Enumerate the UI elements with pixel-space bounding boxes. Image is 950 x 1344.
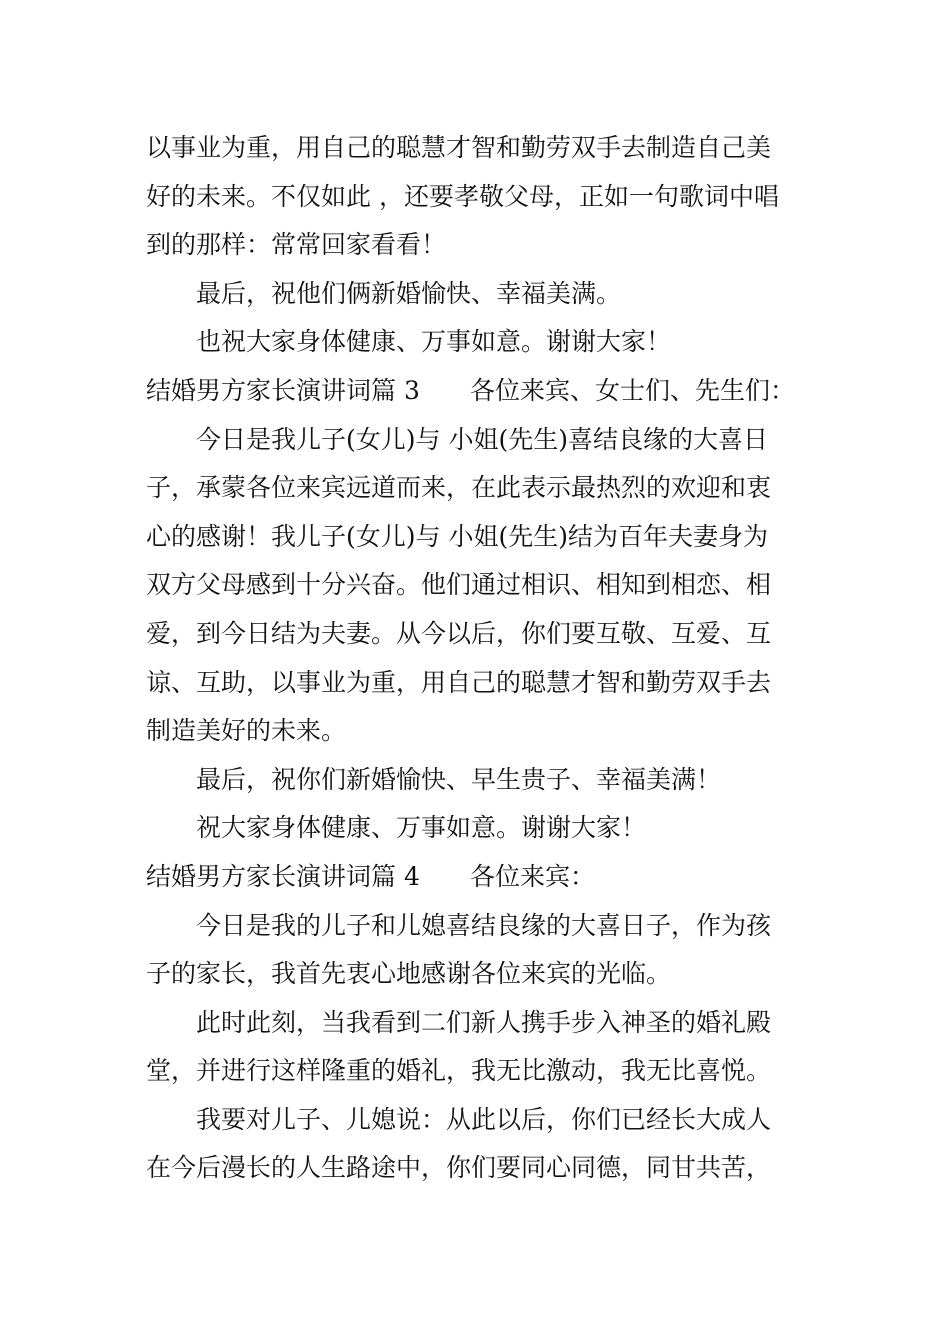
paragraph-line: 在今后漫长的人生路途中，你们要同心同德，同甘共苦， bbox=[146, 1153, 772, 1183]
document-page bbox=[146, 124, 808, 1193]
paragraph-line: 堂，并进行这样隆重的婚礼，我无比激动，我无比喜悦。 bbox=[146, 1056, 772, 1086]
paragraph-line: 今日是我的儿子和儿媳喜结良缘的大喜日子，作为孩 bbox=[196, 910, 772, 940]
section-title: 结婚男方家长演讲词篇 3 bbox=[146, 375, 420, 405]
section-greeting: 各位来宾、女士们、先生们： bbox=[470, 375, 796, 405]
paragraph-line: 制造美好的未来。 bbox=[146, 716, 347, 746]
section-title: 结婚男方家长演讲词篇 4 bbox=[146, 861, 420, 891]
paragraph-line: 好的未来。不仅如此 ，还要孝敬父母，正如一句歌词中唱 bbox=[146, 181, 779, 211]
paragraph-line: 心的感谢！我儿子(女儿)与 小姐(先生)结为百年夫妻身为 bbox=[146, 521, 768, 551]
section-greeting: 各位来宾： bbox=[470, 861, 596, 891]
section-heading-4 bbox=[146, 853, 808, 902]
paragraph-line: 以事业为重，用自己的聪慧才智和勤劳双手去制造自己美 bbox=[146, 133, 772, 162]
paragraph-line: 谅、互助，以事业为重，用自己的聪慧才智和勤劳双手去 bbox=[146, 667, 772, 697]
paragraph-line: 今日是我儿子(女儿)与 小姐(先生)喜结良缘的大喜日 bbox=[196, 424, 768, 454]
paragraph-line: 子的家长，我首先衷心地感谢各位来宾的光临。 bbox=[146, 959, 672, 989]
paragraph-line: 也祝大家身体健康、万事如意。谢谢大家！ bbox=[196, 327, 672, 357]
paragraph-line: 爱，到今日结为夫妻。从今以后，你们要互敬、互爱、互 bbox=[146, 618, 772, 648]
paragraph-line: 祝大家身体健康、万事如意。谢谢大家！ bbox=[196, 813, 647, 843]
paragraph-line: 此时此刻，当我看到二们新人携手步入神圣的婚礼殿 bbox=[196, 1007, 772, 1037]
paragraph-line: 我要对儿子、儿媳说：从此以后，你们已经长大成人 bbox=[196, 1104, 772, 1134]
paragraph-line: 双方父母感到十分兴奋。他们通过相识、相知到相恋、相 bbox=[146, 570, 772, 600]
paragraph-line: 子，承蒙各位来宾远道而来，在此表示最热烈的欢迎和衷 bbox=[146, 473, 772, 503]
paragraph-line: 最后，祝你们新婚愉快、早生贵子、幸福美满！ bbox=[196, 764, 722, 794]
paragraph-line: 到的那样：常常回家看看！ bbox=[146, 230, 447, 260]
paragraph-line: 最后，祝他们俩新婚愉快、幸福美满。 bbox=[196, 278, 622, 308]
section-heading-3 bbox=[146, 367, 808, 416]
